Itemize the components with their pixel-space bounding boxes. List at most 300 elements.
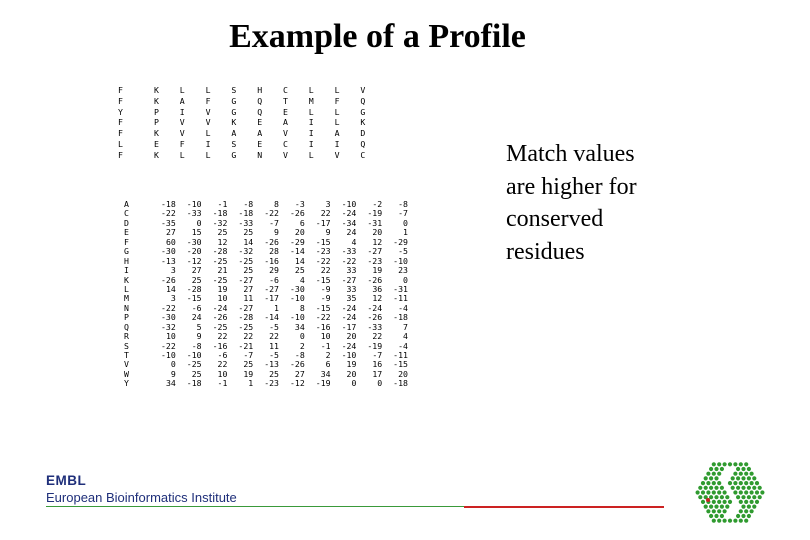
residue: E [257, 138, 263, 149]
amino-acid-label: Y [124, 378, 129, 389]
matrix-cell: 22 [320, 208, 331, 219]
amino-acid-label: E [124, 227, 129, 238]
explanation-text [506, 138, 637, 268]
matrix-cell: -7 [398, 208, 408, 219]
matrix-row [112, 294, 408, 303]
matrix-cell: -29 [289, 236, 305, 247]
matrix-cell: -8 [398, 199, 408, 209]
matrix-cell: 16 [372, 359, 383, 370]
logo-dot [712, 472, 716, 476]
logo-dot [736, 476, 740, 480]
matrix-cell: -10 [289, 293, 305, 304]
logo-dot [723, 462, 727, 466]
matrix-cell: 8 [299, 302, 305, 313]
matrix-cell: -22 [315, 255, 331, 266]
residue: F [118, 149, 123, 160]
logo-dot [717, 462, 721, 466]
logo-dot [755, 490, 759, 494]
amino-acid-label: A [124, 199, 129, 209]
residue: A [231, 128, 237, 139]
residue: G [360, 106, 366, 117]
logo-dot [744, 509, 748, 513]
matrix-cell: 19 [372, 265, 383, 276]
matrix-cell: -20 [186, 246, 202, 257]
matrix-cell: -10 [186, 199, 202, 209]
logo-dot [704, 486, 708, 490]
matrix-cell: 9 [170, 368, 176, 379]
matrix-cell: -23 [315, 246, 331, 257]
matrix-cell: 0 [403, 274, 408, 285]
matrix-cell: 24 [191, 312, 202, 323]
residue: V [179, 128, 185, 139]
matrix-cell: 29 [269, 265, 279, 276]
residue: F [118, 85, 123, 95]
logo-dot [704, 505, 708, 509]
logo-dot [701, 481, 705, 485]
logo-dot [714, 467, 718, 471]
embl-footer [46, 473, 237, 505]
matrix-cell: -3 [294, 199, 305, 209]
logo-dot [739, 481, 743, 485]
logo-dot [736, 486, 740, 490]
residue: L [334, 85, 340, 95]
matrix-cell: -28 [238, 312, 254, 323]
matrix-row [112, 257, 408, 266]
matrix-cell: -35 [161, 217, 176, 228]
logo-dot [741, 467, 745, 471]
ebi-logo-icon [690, 455, 770, 530]
matrix-cell: 5 [196, 321, 202, 332]
matrix-cell: -17 [264, 293, 279, 304]
residue: A [282, 117, 288, 128]
matrix-cell: -22 [264, 208, 279, 219]
logo-dot [747, 486, 751, 490]
residue: L [334, 117, 340, 128]
matrix-row [112, 219, 408, 228]
matrix-cell: -18 [161, 199, 176, 209]
matrix-cell: -5 [398, 246, 408, 257]
matrix-cell: -24 [212, 302, 228, 313]
matrix-cell: -33 [367, 321, 383, 332]
matrix-cell: -27 [264, 283, 279, 294]
residue: L [308, 106, 314, 117]
matrix-cell: -5 [269, 321, 279, 332]
matrix-cell: -19 [367, 208, 383, 219]
residue: Q [257, 106, 263, 117]
matrix-cell: -9 [320, 283, 331, 294]
explanation-line: Match values [506, 141, 635, 167]
residue: H [257, 85, 263, 95]
logo-dot [747, 467, 751, 471]
amino-acid-label: G [124, 246, 129, 257]
residue: L [308, 149, 314, 160]
matrix-cell: -27 [238, 274, 254, 285]
logo-dot [698, 486, 702, 490]
matrix-cell: 12 [217, 236, 228, 247]
matrix-cell: 33 [346, 283, 357, 294]
matrix-cell: -15 [315, 302, 331, 313]
logo-dot [741, 514, 745, 518]
matrix-row [112, 285, 408, 294]
residue: C [360, 149, 366, 160]
logo-accent-dot [706, 498, 710, 502]
residue: L [334, 106, 340, 117]
logo-dot [712, 500, 716, 504]
matrix-cell: 14 [165, 283, 176, 294]
matrix-cell: -13 [161, 255, 176, 266]
logo-dot [712, 490, 716, 494]
matrix-cell: -19 [315, 378, 331, 389]
matrix-cell: -15 [315, 274, 331, 285]
matrix-cell: 9 [274, 227, 279, 238]
residue: Q [257, 95, 263, 106]
matrix-cell: 10 [320, 331, 331, 342]
matrix-cell: -15 [315, 236, 331, 247]
residue: F [118, 95, 123, 106]
logo-dot [733, 490, 737, 494]
matrix-row [112, 200, 408, 209]
matrix-cell: 33 [346, 265, 357, 276]
logo-dot [747, 476, 751, 480]
residue: K [231, 117, 237, 128]
residue: L [308, 85, 314, 95]
logo-dot [720, 486, 724, 490]
residue: P [154, 117, 159, 128]
matrix-cell: -13 [264, 359, 279, 370]
residue: Q [360, 138, 366, 149]
matrix-cell: 15 [191, 227, 202, 238]
matrix-cell: 34 [165, 378, 176, 389]
matrix-cell: 22 [269, 331, 279, 342]
matrix-cell: -4 [398, 340, 408, 351]
matrix-cell: -30 [186, 236, 202, 247]
residue: E [154, 138, 159, 149]
matrix-cell: 11 [269, 340, 279, 351]
matrix-row [112, 238, 408, 247]
matrix-cell: -26 [367, 274, 383, 285]
matrix-cell: -25 [186, 359, 202, 370]
matrix-cell: -28 [212, 246, 228, 257]
matrix-cell: -26 [161, 274, 176, 285]
matrix-cell: -6 [217, 350, 228, 360]
matrix-cell: 10 [165, 331, 176, 342]
amino-acid-label: D [124, 217, 129, 228]
matrix-cell: 4 [403, 331, 408, 342]
residue: L [205, 128, 211, 139]
residue: K [154, 128, 159, 139]
logo-dot [733, 462, 737, 466]
matrix-cell: -25 [238, 255, 254, 266]
matrix-cell: -33 [341, 246, 357, 257]
matrix-cell: -12 [289, 378, 305, 389]
residue: C [282, 138, 288, 149]
matrix-cell: 19 [346, 359, 357, 370]
embl-short-name: EMBL [46, 473, 87, 488]
matrix-cell: 3 [325, 199, 331, 209]
matrix-cell: -31 [393, 283, 408, 294]
residue: A [334, 128, 340, 139]
logo-dot [744, 462, 748, 466]
matrix-cell: -25 [212, 321, 228, 332]
matrix-cell: 1 [248, 378, 254, 389]
matrix-cell: 22 [217, 359, 228, 370]
residue: Q [360, 95, 366, 106]
logo-dot [709, 495, 713, 499]
logo-dot [739, 519, 743, 523]
logo-dot [706, 509, 710, 513]
matrix-cell: -9 [320, 293, 331, 304]
matrix-cell: -24 [341, 340, 357, 351]
logo-dot [712, 462, 716, 466]
matrix-row [112, 247, 408, 256]
matrix-cell: -10 [186, 350, 202, 360]
logo-dot [696, 490, 700, 494]
logo-dot [752, 486, 756, 490]
matrix-cell: 25 [191, 274, 202, 285]
matrix-cell: 19 [217, 283, 228, 294]
matrix-cell: 10 [217, 368, 228, 379]
residue: K [360, 117, 366, 128]
matrix-cell: -8 [243, 199, 254, 209]
matrix-cell: -24 [341, 312, 357, 323]
matrix-cell: -1 [320, 340, 331, 351]
matrix-cell: -16 [264, 255, 279, 266]
matrix-row [112, 360, 408, 369]
logo-dot [709, 486, 713, 490]
matrix-cell: -10 [393, 255, 408, 266]
residue: I [308, 128, 314, 139]
logo-dot [706, 472, 710, 476]
matrix-cell: 9 [196, 331, 202, 342]
amino-acid-label: I [124, 265, 129, 276]
logo-dot [717, 481, 721, 485]
matrix-row [112, 332, 408, 341]
matrix-cell: 25 [243, 227, 254, 238]
matrix-cell: -34 [341, 217, 357, 228]
matrix-row [112, 379, 408, 388]
logo-dot [723, 500, 727, 504]
logo-dot [755, 500, 759, 504]
logo-dot [731, 476, 735, 480]
logo-dot [752, 505, 756, 509]
amino-acid-label: C [124, 208, 129, 219]
matrix-cell: -12 [186, 255, 202, 266]
matrix-cell: 23 [398, 265, 408, 276]
matrix-cell: 1 [403, 227, 408, 238]
matrix-cell: -26 [289, 208, 305, 219]
matrix-row [112, 323, 408, 332]
logo-dot [739, 462, 743, 466]
matrix-cell: -27 [238, 302, 254, 313]
residue: L [205, 85, 211, 95]
logo-dot [717, 472, 721, 476]
logo-dot [720, 505, 724, 509]
residue: K [154, 149, 159, 160]
explanation-line: are higher for [506, 173, 637, 200]
sequence-row [112, 97, 386, 108]
residue: V [282, 149, 288, 160]
residue: G [231, 95, 237, 106]
matrix-cell: 25 [243, 265, 254, 276]
matrix-cell: -18 [393, 312, 408, 323]
matrix-cell: -10 [341, 350, 357, 360]
matrix-cell: 9 [325, 227, 331, 238]
residue: F [179, 138, 185, 149]
footer-rule-red [464, 506, 664, 508]
sequence-row [112, 151, 386, 162]
matrix-cell: 2 [325, 350, 331, 360]
logo-dot [709, 505, 713, 509]
logo-dot [744, 519, 748, 523]
amino-acid-label: H [124, 255, 129, 266]
logo-dot [731, 486, 735, 490]
matrix-cell: 4 [351, 236, 357, 247]
amino-acid-label: V [124, 359, 129, 370]
logo-dot [758, 486, 762, 490]
logo-dot [736, 467, 740, 471]
logo-dot [758, 495, 762, 499]
matrix-row [112, 370, 408, 379]
residue: F [118, 128, 123, 139]
matrix-cell: 12 [372, 293, 383, 304]
matrix-cell: -18 [186, 378, 202, 389]
amino-acid-label: L [124, 283, 129, 294]
matrix-cell: 22 [320, 265, 331, 276]
logo-dot [741, 505, 745, 509]
matrix-cell: -22 [161, 302, 176, 313]
matrix-cell: -4 [398, 302, 408, 313]
matrix-cell: 0 [299, 331, 305, 342]
matrix-cell: 7 [403, 321, 408, 332]
matrix-cell: 0 [196, 217, 202, 228]
logo-dot [728, 500, 732, 504]
matrix-cell: 25 [294, 265, 305, 276]
matrix-cell: -16 [212, 340, 228, 351]
logo-dot [750, 500, 754, 504]
matrix-cell: 28 [269, 246, 279, 257]
matrix-cell: 12 [372, 236, 383, 247]
logo-dot [755, 481, 759, 485]
amino-acid-label: R [124, 331, 129, 342]
residue: Y [118, 106, 123, 117]
matrix-row [112, 266, 408, 275]
matrix-cell: -5 [269, 350, 279, 360]
residue: L [179, 149, 185, 160]
residue: S [231, 85, 237, 95]
logo-dot [717, 519, 721, 523]
matrix-cell: -10 [161, 350, 176, 360]
matrix-row [112, 313, 408, 322]
matrix-cell: -16 [315, 321, 331, 332]
logo-dot [733, 519, 737, 523]
residue: F [118, 117, 123, 128]
matrix-cell: -26 [264, 236, 279, 247]
logo-dot [728, 462, 732, 466]
matrix-cell: 14 [243, 236, 254, 247]
amino-acid-label: N [124, 302, 129, 313]
logo-dot [717, 500, 721, 504]
logo-dot [728, 519, 732, 523]
matrix-cell: -10 [341, 199, 357, 209]
residue: I [179, 106, 185, 117]
matrix-cell: 21 [217, 265, 228, 276]
residue: E [257, 117, 263, 128]
residue: V [334, 149, 340, 160]
matrix-cell: 6 [299, 217, 305, 228]
matrix-cell: -27 [367, 246, 383, 257]
logo-dot [752, 495, 756, 499]
residue: I [334, 138, 340, 149]
logo-dot [750, 472, 754, 476]
logo-dot [750, 481, 754, 485]
matrix-cell: 0 [377, 378, 383, 389]
matrix-cell: -19 [367, 340, 383, 351]
amino-acid-label: T [124, 350, 129, 360]
matrix-cell: -22 [161, 208, 176, 219]
logo-dot [701, 490, 705, 494]
matrix-cell: 36 [372, 283, 383, 294]
logo-dot [709, 476, 713, 480]
matrix-cell: -18 [212, 208, 228, 219]
matrix-cell: 20 [398, 368, 408, 379]
matrix-cell: 19 [243, 368, 254, 379]
matrix-row [112, 209, 408, 218]
logo-dot [744, 481, 748, 485]
logo-dot [739, 500, 743, 504]
matrix-cell: -33 [238, 217, 254, 228]
residue: A [257, 128, 263, 139]
matrix-cell: -17 [341, 321, 357, 332]
logo-dot [706, 481, 710, 485]
logo-dot [752, 476, 756, 480]
matrix-row [112, 276, 408, 285]
matrix-cell: -25 [238, 321, 254, 332]
matrix-cell: 17 [372, 368, 383, 379]
sequence-alignment [112, 86, 386, 162]
footer-rule-green [46, 506, 464, 507]
residue: P [154, 106, 159, 117]
matrix-row [112, 342, 408, 351]
logo-dot [717, 490, 721, 494]
matrix-cell: 27 [294, 368, 305, 379]
matrix-cell: -15 [393, 359, 408, 370]
matrix-cell: 20 [346, 331, 357, 342]
matrix-cell: 20 [294, 227, 305, 238]
matrix-cell: 34 [320, 368, 331, 379]
matrix-cell: -25 [212, 274, 228, 285]
residue: I [205, 138, 211, 149]
explanation-line: conserved [506, 206, 604, 232]
matrix-cell: 60 [165, 236, 176, 247]
logo-dot [706, 490, 710, 494]
logo-dot [698, 495, 702, 499]
matrix-cell: -26 [212, 312, 228, 323]
logo-dot [712, 519, 716, 523]
matrix-cell: -25 [212, 255, 228, 266]
amino-acid-label: M [124, 293, 129, 304]
logo-dot [747, 495, 751, 499]
matrix-cell: 8 [274, 199, 279, 209]
matrix-cell: 2 [299, 340, 305, 351]
amino-acid-label: W [124, 368, 129, 379]
matrix-cell: 3 [170, 293, 176, 304]
matrix-cell: 27 [165, 227, 176, 238]
matrix-cell: 0 [170, 359, 176, 370]
logo-dot [760, 490, 764, 494]
matrix-cell: -11 [393, 293, 408, 304]
residue: V [360, 85, 366, 95]
logo-dot [733, 472, 737, 476]
